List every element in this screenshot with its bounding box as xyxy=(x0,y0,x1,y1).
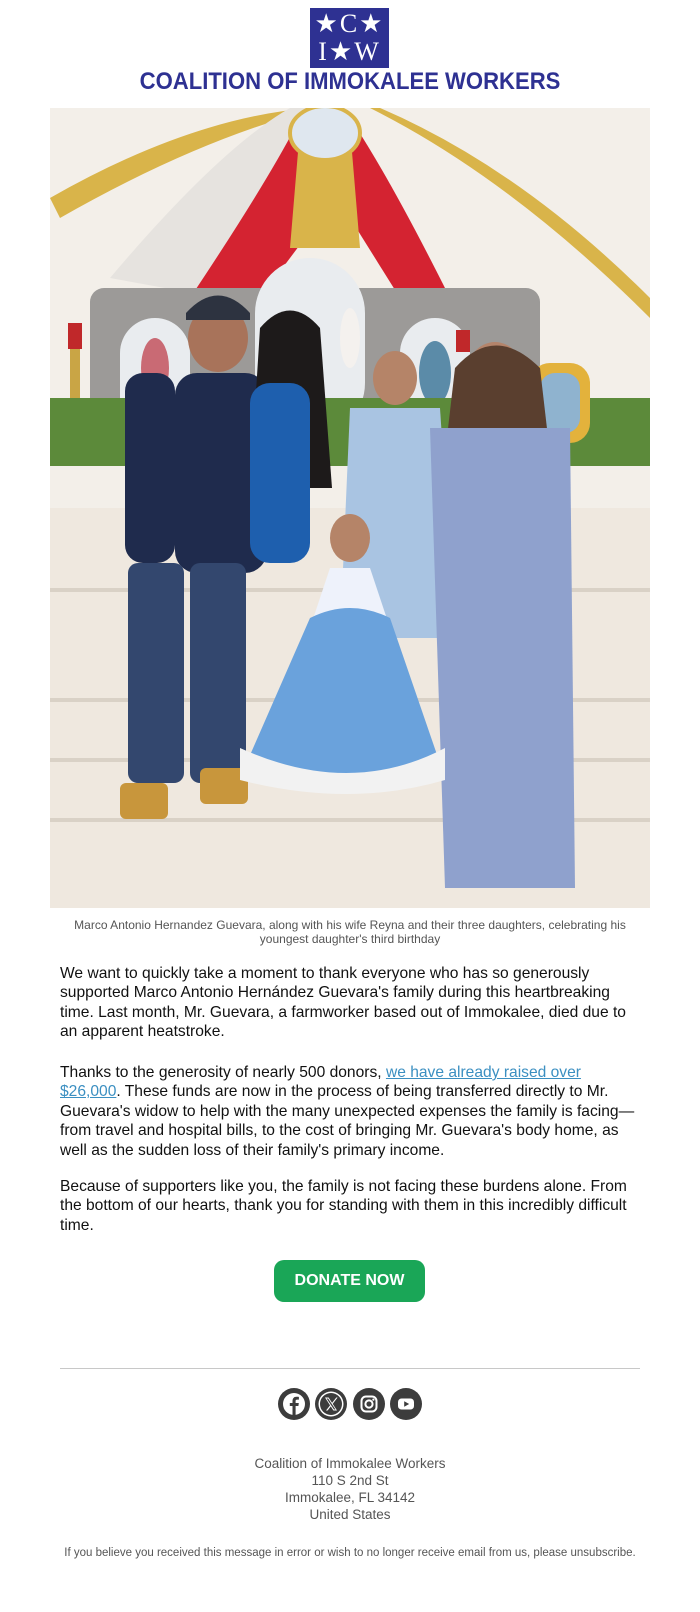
raised-amount-link[interactable]: we have already raised over $26,000 xyxy=(60,1064,581,1101)
logo[interactable] xyxy=(310,8,389,68)
x-icon xyxy=(315,1388,347,1420)
x-link[interactable] xyxy=(315,1388,347,1420)
instagram-link[interactable] xyxy=(353,1388,385,1420)
funds-text-before: Thanks to the generosity of nearly 500 donors, xyxy=(60,1064,386,1081)
youtube-icon xyxy=(390,1388,422,1420)
logo-bottom-row: I★W xyxy=(318,37,381,66)
donate-now-button[interactable]: DONATE NOW xyxy=(274,1260,425,1302)
family-photo xyxy=(50,108,650,908)
instagram-icon xyxy=(353,1388,385,1420)
paragraph-funds xyxy=(60,1063,642,1160)
mailing-address xyxy=(0,1455,700,1523)
org-name-heading: COALITION OF IMMOKALEE WORKERS xyxy=(139,68,561,95)
address-country: United States xyxy=(309,1507,391,1522)
facebook-icon xyxy=(278,1388,310,1420)
photo-caption: Marco Antonio Hernandez Guevara, along with his wife Reyna and their three daughters, celebrating his youngest daughter's third birthday xyxy=(74,918,626,946)
address-city: Immokalee, FL 34142 xyxy=(284,1490,416,1505)
paragraph-thank-you: We want to quickly take a moment to thank everyone who has so generously supported Marco Antonio Hernández Guevara's family during this heartbreaking time. Last month, Mr. Guevara, a farmworker based out of Immokalee, died due to an apparent heatstroke. xyxy=(60,965,626,1041)
body-paragraph-1 xyxy=(60,964,642,1042)
unsubscribe-note[interactable]: If you believe you received this message in error or wish to no longer receive email from us, please unsubscribe. xyxy=(64,1547,636,1559)
funds-text-after: . These funds are now in the process of being transferred directly to Mr. Guevara's widow to help with the many unexpected expenses the family is facing—from travel and hospital bills, to the cost of bringing Mr. Guevara's body home, as well as the sudden loss of their family's primary income. xyxy=(60,1083,635,1159)
youtube-link[interactable] xyxy=(390,1388,422,1420)
body-paragraph-3 xyxy=(60,1177,642,1235)
social-links xyxy=(278,1388,422,1422)
body-paragraph-2 xyxy=(60,1063,642,1160)
footer-divider xyxy=(60,1368,640,1369)
logo-top-row: ★C★ xyxy=(314,9,385,38)
facebook-link[interactable] xyxy=(278,1388,310,1420)
address-org: Coalition of Immokalee Workers xyxy=(254,1456,446,1471)
address-street: 110 S 2nd St xyxy=(311,1473,389,1488)
paragraph-supporters: Because of supporters like you, the family is not facing these burdens alone. From the bottom of our hearts, thank you for standing with them in this incredibly difficult time. xyxy=(60,1178,627,1234)
